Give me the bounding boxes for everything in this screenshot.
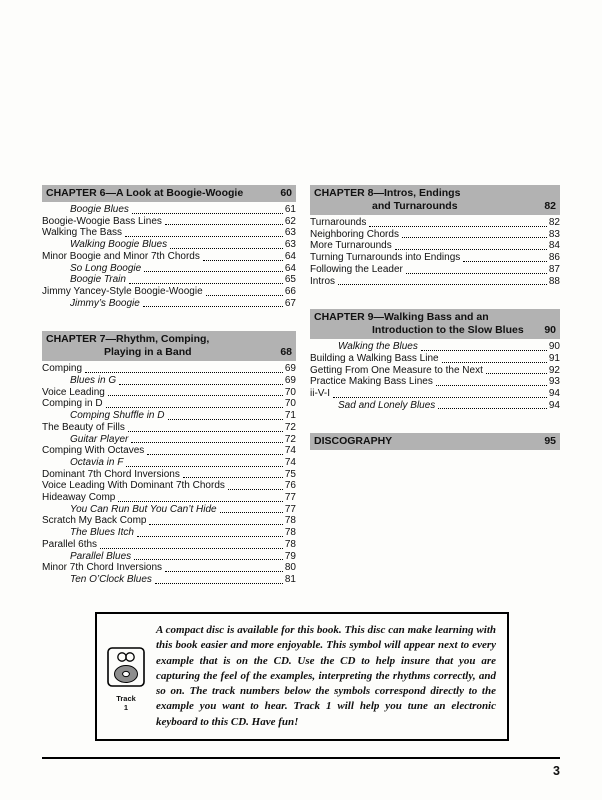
toc-entry-page: 78 [284, 515, 296, 527]
chapter-section [42, 185, 296, 309]
toc-entry-page: 93 [548, 376, 560, 388]
dot-leader [144, 271, 283, 272]
toc-entry-label: Getting From One Measure to the Next [310, 364, 483, 376]
toc-entry-page: 75 [284, 468, 296, 480]
toc-entry-page: 78 [284, 538, 296, 550]
toc-entry-page: 80 [284, 562, 296, 574]
chapter-header-line [314, 200, 556, 213]
toc-entry [42, 527, 296, 539]
toc-entry-page: 83 [548, 228, 560, 240]
toc-entry-label: Neighboring Chords [310, 228, 399, 240]
dot-leader [206, 295, 283, 296]
toc-entry-page: 77 [284, 503, 296, 515]
dot-leader [100, 548, 283, 549]
chapter-header [42, 331, 296, 361]
toc-entry [42, 298, 296, 310]
toc-entry-label: Dominant 7th Chord Inversions [42, 468, 180, 480]
chapter-header [310, 433, 560, 450]
toc-entry-page: 67 [284, 297, 296, 309]
toc-entry-label: Following the Leader [310, 263, 403, 275]
toc-entry [310, 341, 560, 353]
chapter-section [310, 433, 560, 450]
chapter-title: Introduction to the Slow Blues [372, 324, 524, 337]
dot-leader [147, 454, 283, 455]
toc-entry-page: 78 [284, 527, 296, 539]
dot-leader [228, 489, 283, 490]
toc-entry-page: 64 [284, 262, 296, 274]
toc-entry-label: Turnarounds [310, 217, 367, 228]
toc-entry-page: 71 [284, 410, 296, 422]
chapter-title: CHAPTER 7—Rhythm, Comping, [46, 333, 210, 346]
dot-leader [132, 213, 283, 214]
cd-icon [107, 647, 145, 687]
toc-entry [42, 227, 296, 239]
chapter-header [310, 309, 560, 339]
chapter-header [310, 185, 560, 215]
footer-rule [42, 757, 560, 759]
dot-leader [421, 350, 547, 351]
toc-entry [42, 574, 296, 586]
chapter-header-line [314, 435, 556, 448]
toc-entry [42, 504, 296, 516]
toc-entry-page: 66 [284, 285, 296, 297]
chapter-section [42, 331, 296, 585]
chapter-title: CHAPTER 9—Walking Bass and an [314, 311, 489, 324]
table-of-contents [42, 185, 560, 608]
toc-entry-page: 90 [548, 341, 560, 353]
toc-entry [42, 422, 296, 434]
toc-entry-label: Boogie Train [70, 274, 126, 286]
toc-entry [42, 398, 296, 410]
toc-entry-label: Building a Walking Bass Line [310, 352, 439, 364]
toc-entry-label: ii-V-I [310, 388, 330, 400]
toc-entry-label: Guitar Player [70, 433, 129, 445]
toc-entry-label: Blues in G [70, 375, 117, 387]
dot-leader [143, 306, 283, 307]
toc-entry [42, 551, 296, 563]
toc-entry-page: 62 [284, 215, 296, 227]
chapter-title: CHAPTER 6—A Look at Boogie-Woogie [46, 187, 244, 199]
toc-entry-label: Jimmy Yancey-Style Boogie-Woogie [42, 285, 203, 297]
toc-entry-page: 61 [284, 204, 296, 215]
toc-entry [42, 562, 296, 574]
toc-entry-page: 72 [284, 433, 296, 445]
chapter-page-number: 68 [280, 346, 292, 359]
toc-entry-label: Boogie-Woogie Bass Lines [42, 215, 162, 227]
dot-leader [402, 237, 547, 238]
dot-leader [486, 373, 547, 374]
toc-entry-page: 69 [284, 375, 296, 387]
chapter-header-line [46, 187, 292, 200]
toc-entry [42, 515, 296, 527]
cd-note-text: A compact disc is available for this book. This disc can make learning with this book easier and more enjoyable. This symbol will appear next to every example that is on the CD. Use the CD to help insure that you are capturing the feel of the examples, interpreting the rhythms correctly, and so on. The track numbers below the symbols correspond directly to the example you want to hear. Track 1 will help you tune an electronic keyboard to this CD. Have fun! [156, 624, 496, 728]
dot-leader [131, 442, 283, 443]
dot-leader [369, 226, 547, 227]
toc-entry-label: Voice Leading [42, 386, 105, 398]
toc-entry [42, 469, 296, 481]
toc-entry [310, 276, 560, 288]
toc-entry-label: Walking the Blues [338, 341, 418, 353]
chapter-section [310, 309, 560, 411]
toc-entry [42, 363, 296, 375]
cd-icon-column [105, 623, 147, 712]
toc-entry-label: Boogie Blues [70, 204, 129, 215]
toc-entry [310, 376, 560, 388]
dot-leader [134, 559, 283, 560]
dot-leader [333, 397, 547, 398]
toc-entry [42, 239, 296, 251]
toc-entry-label: The Beauty of Fills [42, 421, 125, 433]
toc-entry-label: Hideaway Comp [42, 492, 116, 504]
chapter-title: Playing in a Band [104, 346, 192, 359]
dot-leader [165, 571, 283, 572]
toc-entry [42, 274, 296, 286]
toc-entry-label: Practice Making Bass Lines [310, 376, 433, 388]
cd-note-box [95, 612, 509, 741]
toc-entry-page: 70 [284, 386, 296, 398]
toc-entry [42, 204, 296, 216]
dot-leader [119, 384, 283, 385]
chapter-section [310, 185, 560, 287]
toc-entry-page: 94 [548, 399, 560, 411]
chapter-title: DISCOGRAPHY [314, 435, 393, 448]
chapter-page-number: 95 [544, 435, 556, 448]
toc-entry [42, 434, 296, 446]
toc-entry-page: 69 [284, 363, 296, 375]
toc-entry-label: Parallel Blues [70, 550, 132, 562]
toc-entry [42, 387, 296, 399]
page-number: 3 [553, 764, 560, 778]
toc-entry-page: 79 [284, 550, 296, 562]
toc-entry-label: Turning Turnarounds into Endings [310, 252, 461, 264]
dot-leader [395, 249, 547, 250]
dot-leader [183, 477, 283, 478]
dot-leader [436, 385, 547, 386]
dot-leader [126, 466, 283, 467]
dot-leader [118, 501, 283, 502]
toc-entry-list [42, 202, 296, 309]
toc-entry-label: Minor 7th Chord Inversions [42, 562, 163, 574]
toc-entry-page: 76 [284, 480, 296, 492]
dot-leader [220, 512, 283, 513]
toc-entry-page: 72 [284, 421, 296, 433]
chapter-header-line [46, 346, 292, 359]
toc-entry-page: 92 [548, 364, 560, 376]
toc-entry [42, 492, 296, 504]
chapter-page-number: 60 [280, 187, 292, 199]
chapter-page-number: 82 [544, 200, 556, 212]
dot-leader [108, 395, 283, 396]
toc-entry [42, 457, 296, 469]
chapter-header [42, 185, 296, 202]
toc-entry-label: Comping in D [42, 398, 103, 410]
toc-entry-page: 94 [548, 388, 560, 400]
dot-leader [129, 283, 283, 284]
toc-entry-list [42, 361, 296, 585]
toc-entry [42, 410, 296, 422]
chapter-header-line [46, 333, 292, 346]
track-caption-word: Track [116, 694, 136, 703]
toc-entry-page: 77 [284, 492, 296, 504]
dot-leader [85, 372, 283, 373]
toc-entry [42, 286, 296, 298]
toc-entry-page: 86 [548, 252, 560, 264]
toc-entry-page: 82 [548, 217, 560, 228]
toc-entry [42, 480, 296, 492]
toc-entry-label: Intros [310, 275, 336, 287]
toc-entry-page: 81 [284, 573, 296, 585]
toc-entry-label: Comping Shuffle in D [70, 410, 165, 422]
toc-entry [310, 217, 560, 229]
toc-entry-page: 87 [548, 263, 560, 275]
toc-entry-label: Ten O’Clock Blues [70, 573, 152, 585]
toc-entry-label: More Turnarounds [310, 240, 392, 252]
toc-entry-page: 64 [284, 250, 296, 262]
toc-entry-list [310, 339, 560, 411]
toc-entry-label: Octavia in F [70, 456, 124, 468]
toc-entry [310, 388, 560, 400]
toc-entry-label: The Blues Itch [70, 527, 134, 539]
toc-entry-page: 63 [284, 239, 296, 251]
toc-entry-label: Sad and Lonely Blues [338, 399, 436, 411]
toc-entry [310, 365, 560, 377]
dot-leader [203, 260, 283, 261]
dot-leader [338, 284, 547, 285]
dot-leader [125, 236, 283, 237]
dot-leader [137, 536, 283, 537]
chapter-header-line [314, 311, 556, 324]
toc-entry [42, 263, 296, 275]
dot-leader [406, 273, 547, 274]
dot-leader [165, 224, 283, 225]
toc-entry-label: You Can Run But You Can’t Hide [70, 503, 217, 515]
dot-leader [442, 362, 547, 363]
track-caption [105, 694, 147, 712]
toc-entry [42, 539, 296, 551]
track-caption-number: 1 [123, 703, 129, 712]
toc-entry-page: 84 [548, 240, 560, 252]
toc-entry-page: 91 [548, 352, 560, 364]
toc-entry-label: Parallel 6ths [42, 538, 98, 550]
dot-leader [128, 431, 283, 432]
chapter-title: CHAPTER 8—Intros, Endings [314, 187, 461, 199]
toc-entry [310, 353, 560, 365]
dot-leader [106, 407, 283, 408]
toc-entry-page: 74 [284, 456, 296, 468]
toc-entry-label: Walking The Bass [42, 227, 123, 239]
toc-entry [310, 400, 560, 412]
toc-entry-label: Scratch My Back Comp [42, 515, 147, 527]
toc-entry-label: Walking Boogie Blues [70, 239, 168, 251]
dot-leader [463, 261, 547, 262]
toc-entry-list [310, 215, 560, 287]
toc-entry-page: 65 [284, 274, 296, 286]
toc-entry-page: 88 [548, 275, 560, 287]
dot-leader [168, 419, 283, 420]
chapter-header-line [314, 187, 556, 200]
chapter-page-number: 90 [544, 324, 556, 337]
dot-leader [438, 408, 547, 409]
toc-entry [310, 264, 560, 276]
toc-entry-page: 63 [284, 227, 296, 239]
toc-entry-page: 70 [284, 398, 296, 410]
toc-column-right [310, 185, 560, 608]
toc-entry [310, 252, 560, 264]
toc-entry-label: Comping [42, 363, 83, 375]
toc-entry [310, 240, 560, 252]
toc-entry-label: Minor Boogie and Minor 7th Chords [42, 250, 200, 262]
toc-entry-label: Jimmy’s Boogie [70, 297, 140, 309]
dot-leader [155, 583, 283, 584]
chapter-title: and Turnarounds [372, 200, 458, 212]
toc-entry [42, 216, 296, 228]
dot-leader [170, 248, 283, 249]
toc-entry [42, 445, 296, 457]
dot-leader [149, 524, 282, 525]
toc-entry-label: So Long Boogie [70, 262, 142, 274]
toc-entry [310, 229, 560, 241]
toc-entry-label: Voice Leading With Dominant 7th Chords [42, 480, 225, 492]
toc-entry-label: Comping With Octaves [42, 445, 145, 457]
toc-entry [42, 375, 296, 387]
toc-column-left [42, 185, 296, 608]
toc-entry-page: 74 [284, 445, 296, 457]
chapter-header-line [314, 324, 556, 337]
toc-entry [42, 251, 296, 263]
